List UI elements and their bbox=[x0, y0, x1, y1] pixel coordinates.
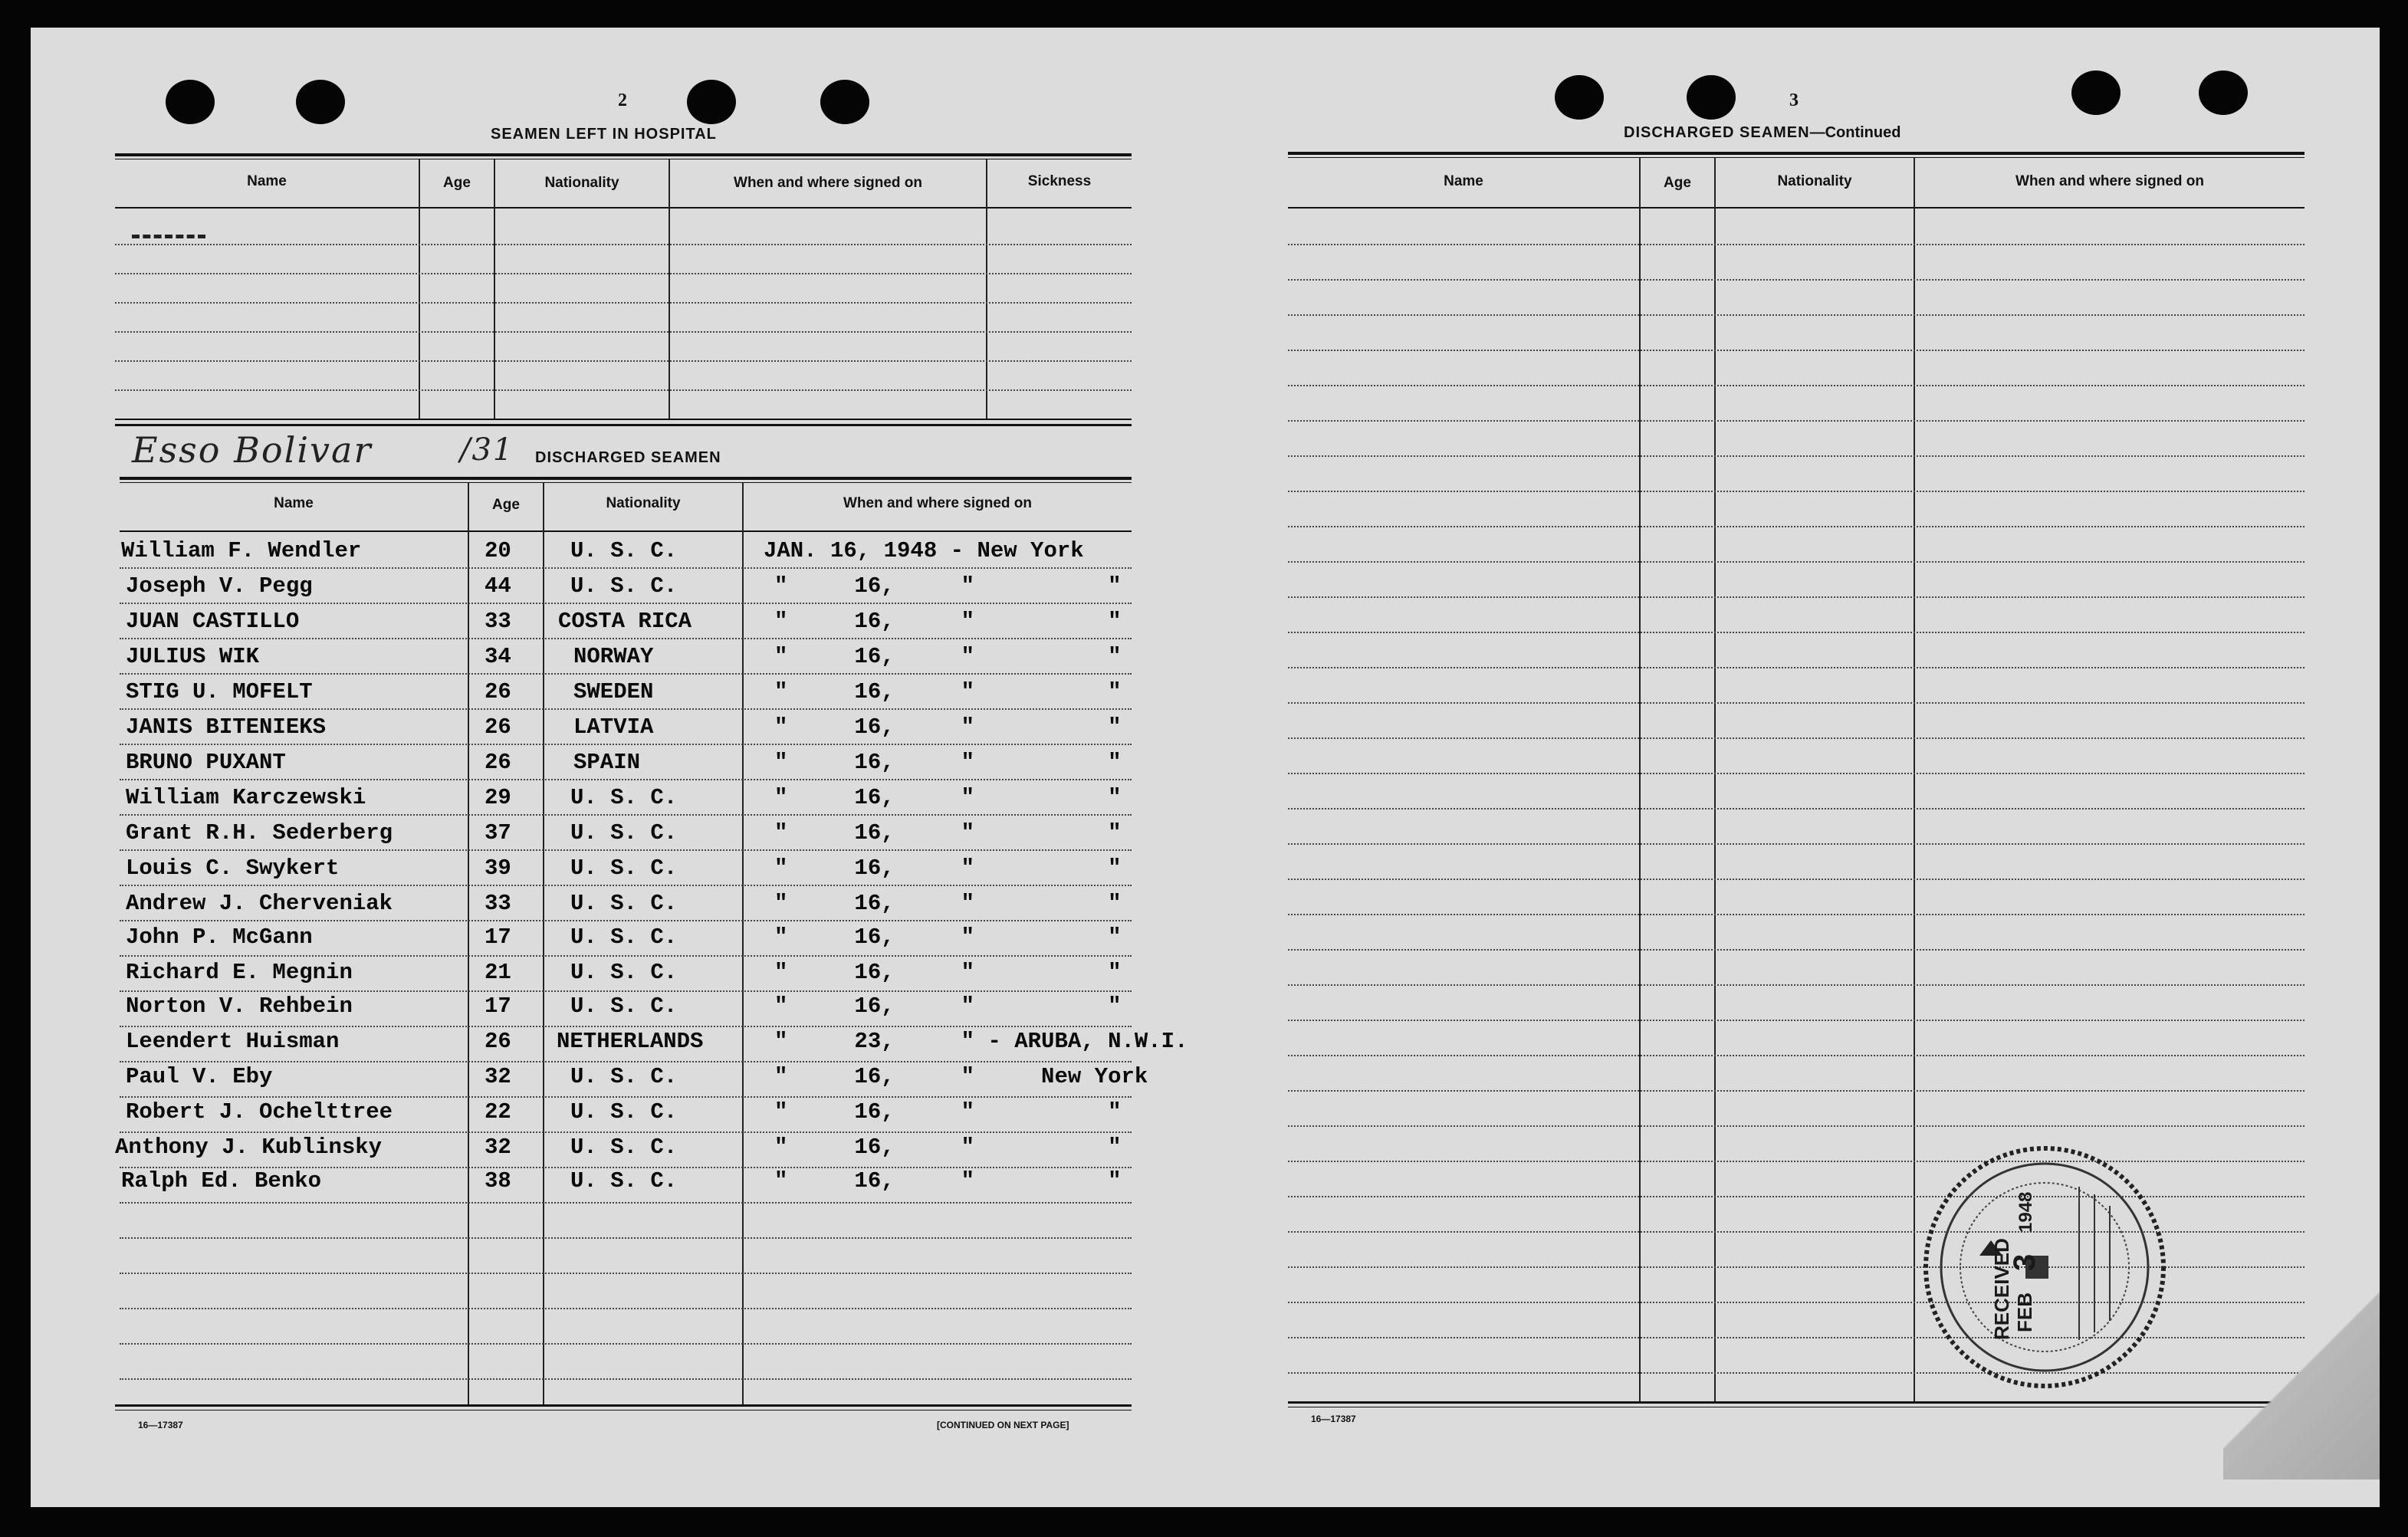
discharged-col-signed-on: When and where signed on bbox=[843, 495, 1032, 511]
row-nationality: U. S. C. bbox=[570, 924, 678, 950]
row-name: Louis C. Swykert bbox=[126, 856, 340, 881]
row-age: 26 bbox=[485, 750, 511, 775]
punch-hole bbox=[1555, 75, 1604, 120]
row-signed-on: " 16, " " bbox=[774, 993, 1122, 1019]
row-name: Ralph Ed. Benko bbox=[121, 1168, 322, 1194]
row-nationality: U. S. C. bbox=[570, 785, 678, 810]
right-section-title-suffix: —Continued bbox=[1809, 124, 1901, 141]
hospital-section-title: SEAMEN LEFT IN HOSPITAL bbox=[491, 126, 717, 143]
row-name: John P. McGann bbox=[126, 924, 313, 950]
row-signed-on: " 16, " " bbox=[774, 924, 1122, 950]
discharged-col-name: Name bbox=[274, 495, 314, 511]
row-name: Robert J. Ochelttree bbox=[126, 1099, 393, 1125]
hospital-col-signed-on: When and where signed on bbox=[734, 175, 922, 191]
row-name: STIG U. MOFELT bbox=[126, 679, 313, 704]
row-nationality: COSTA RICA bbox=[558, 609, 692, 634]
right-section-title bbox=[1624, 124, 1900, 142]
row-nationality: NORWAY bbox=[573, 644, 654, 669]
row-nationality: U. S. C. bbox=[570, 891, 678, 916]
row-age: 17 bbox=[485, 993, 511, 1019]
punch-hole bbox=[2071, 71, 2121, 115]
hospital-col-nationality: Nationality bbox=[544, 175, 619, 191]
right-col-age: Age bbox=[1664, 175, 1691, 191]
stamp-day: 3 bbox=[2008, 1253, 2042, 1271]
row-signed-on: " 16, " " bbox=[774, 573, 1122, 599]
row-nationality: SWEDEN bbox=[573, 679, 654, 704]
row-name: Norton V. Rehbein bbox=[126, 993, 353, 1019]
punch-hole bbox=[820, 80, 869, 124]
row-nationality: U. S. C. bbox=[570, 538, 678, 563]
row-nationality: U. S. C. bbox=[570, 856, 678, 881]
row-age: 32 bbox=[485, 1064, 511, 1089]
row-name: Joseph V. Pegg bbox=[126, 573, 313, 599]
row-age: 33 bbox=[485, 609, 511, 634]
discharged-col-age: Age bbox=[492, 497, 520, 513]
row-signed-on: " 16, " " bbox=[774, 679, 1122, 704]
row-name: Anthony J. Kublinsky bbox=[115, 1135, 383, 1160]
row-age: 33 bbox=[485, 891, 511, 916]
row-signed-on: " 16, " " bbox=[774, 1099, 1122, 1125]
hospital-col-sickness: Sickness bbox=[1027, 173, 1092, 189]
row-signed-on: " 16, " New York bbox=[774, 1064, 1148, 1089]
row-signed-on: " 16, " " bbox=[774, 960, 1122, 985]
row-nationality: U. S. C. bbox=[570, 993, 678, 1019]
hospital-col-name: Name bbox=[247, 173, 287, 189]
row-name: Grant R.H. Sederberg bbox=[126, 820, 393, 846]
punch-hole bbox=[2199, 71, 2248, 115]
row-name: Andrew J. Cherveniak bbox=[126, 891, 393, 916]
row-age: 34 bbox=[485, 644, 511, 669]
row-nationality: SPAIN bbox=[573, 750, 641, 775]
row-age: 44 bbox=[485, 573, 511, 599]
row-age: 26 bbox=[485, 1029, 511, 1054]
page-curl-shadow bbox=[2223, 1257, 2380, 1480]
row-signed-on: " 16, " " bbox=[774, 891, 1122, 916]
row-age: 22 bbox=[485, 1099, 511, 1125]
row-nationality: U. S. C. bbox=[570, 573, 678, 599]
row-age: 39 bbox=[485, 856, 511, 881]
row-age: 29 bbox=[485, 785, 511, 810]
punch-hole bbox=[687, 80, 736, 124]
discharged-col-nationality: Nationality bbox=[606, 495, 681, 511]
page-number-left: 2 bbox=[618, 90, 627, 110]
row-nationality: U. S. C. bbox=[570, 960, 678, 985]
row-nationality: LATVIA bbox=[573, 714, 654, 740]
row-age: 38 bbox=[485, 1168, 511, 1194]
row-signed-on: " 23, " - ARUBA, N.W.I. bbox=[774, 1029, 1188, 1054]
hospital-col-age: Age bbox=[443, 175, 471, 191]
page-number-right: 3 bbox=[1789, 90, 1799, 110]
row-age: 20 bbox=[485, 538, 511, 563]
continued-note: [CONTINUED ON NEXT PAGE] bbox=[937, 1420, 1069, 1430]
received-stamp bbox=[1918, 1141, 2171, 1394]
row-name: BRUNO PUXANT bbox=[126, 750, 286, 775]
punch-hole bbox=[166, 80, 215, 124]
row-signed-on: " 16, " " bbox=[774, 1168, 1122, 1194]
row-signed-on: " 16, " " bbox=[774, 856, 1122, 881]
right-col-nationality: Nationality bbox=[1777, 173, 1852, 189]
row-nationality: NETHERLANDS bbox=[557, 1029, 704, 1054]
punch-hole bbox=[1687, 75, 1736, 120]
form-number-right: 16—17387 bbox=[1311, 1414, 1356, 1424]
row-signed-on: " 16, " " bbox=[774, 714, 1122, 740]
row-nationality: U. S. C. bbox=[570, 1135, 678, 1160]
right-col-name: Name bbox=[1444, 173, 1483, 189]
right-section-title-main: DISCHARGED SEAMEN bbox=[1624, 124, 1810, 141]
row-age: 26 bbox=[485, 679, 511, 704]
handwritten-fraction: /31 bbox=[460, 432, 514, 468]
form-number-left: 16—17387 bbox=[138, 1420, 183, 1430]
row-signed-on: " 16, " " bbox=[774, 785, 1122, 810]
row-age: 26 bbox=[485, 714, 511, 740]
handwritten-vessel-name: Esso Bolivar bbox=[132, 429, 373, 471]
right-col-signed-on: When and where signed on bbox=[2015, 173, 2204, 189]
row-nationality: U. S. C. bbox=[570, 820, 678, 846]
row-name: JANIS BITENIEKS bbox=[126, 714, 327, 740]
row-name: William Karczewski bbox=[126, 785, 366, 810]
stamp-seal-icon bbox=[1918, 1141, 2171, 1394]
stamp-month: FEB bbox=[2013, 1292, 2036, 1332]
discharged-section-title: DISCHARGED SEAMEN bbox=[535, 449, 721, 466]
row-signed-on: " 16, " " bbox=[774, 750, 1122, 775]
row-nationality: U. S. C. bbox=[570, 1064, 678, 1089]
row-signed-on: " 16, " " bbox=[774, 820, 1122, 846]
row-age: 21 bbox=[485, 960, 511, 985]
stamp-year: 1948 bbox=[2015, 1191, 2036, 1233]
row-signed-on: " 16, " " bbox=[774, 1135, 1122, 1160]
row-age: 32 bbox=[485, 1135, 511, 1160]
row-signed-on: " 16, " " bbox=[774, 609, 1122, 634]
row-name: JUAN CASTILLO bbox=[126, 609, 300, 634]
row-nationality: U. S. C. bbox=[570, 1168, 678, 1194]
row-age: 17 bbox=[485, 924, 511, 950]
row-name: Paul V. Eby bbox=[126, 1064, 273, 1089]
row-name: Richard E. Megnin bbox=[126, 960, 353, 985]
punch-hole bbox=[296, 80, 345, 124]
row-name: JULIUS WIK bbox=[126, 644, 260, 669]
row-name: Leendert Huisman bbox=[126, 1029, 340, 1054]
stamp-word: RECEIVED bbox=[1990, 1238, 2013, 1340]
row-signed-on: JAN. 16, 1948 - New York bbox=[764, 538, 1084, 563]
row-nationality: U. S. C. bbox=[570, 1099, 678, 1125]
row-age: 37 bbox=[485, 820, 511, 846]
row-signed-on: " 16, " " bbox=[774, 644, 1122, 669]
row-name: William F. Wendler bbox=[121, 538, 362, 563]
